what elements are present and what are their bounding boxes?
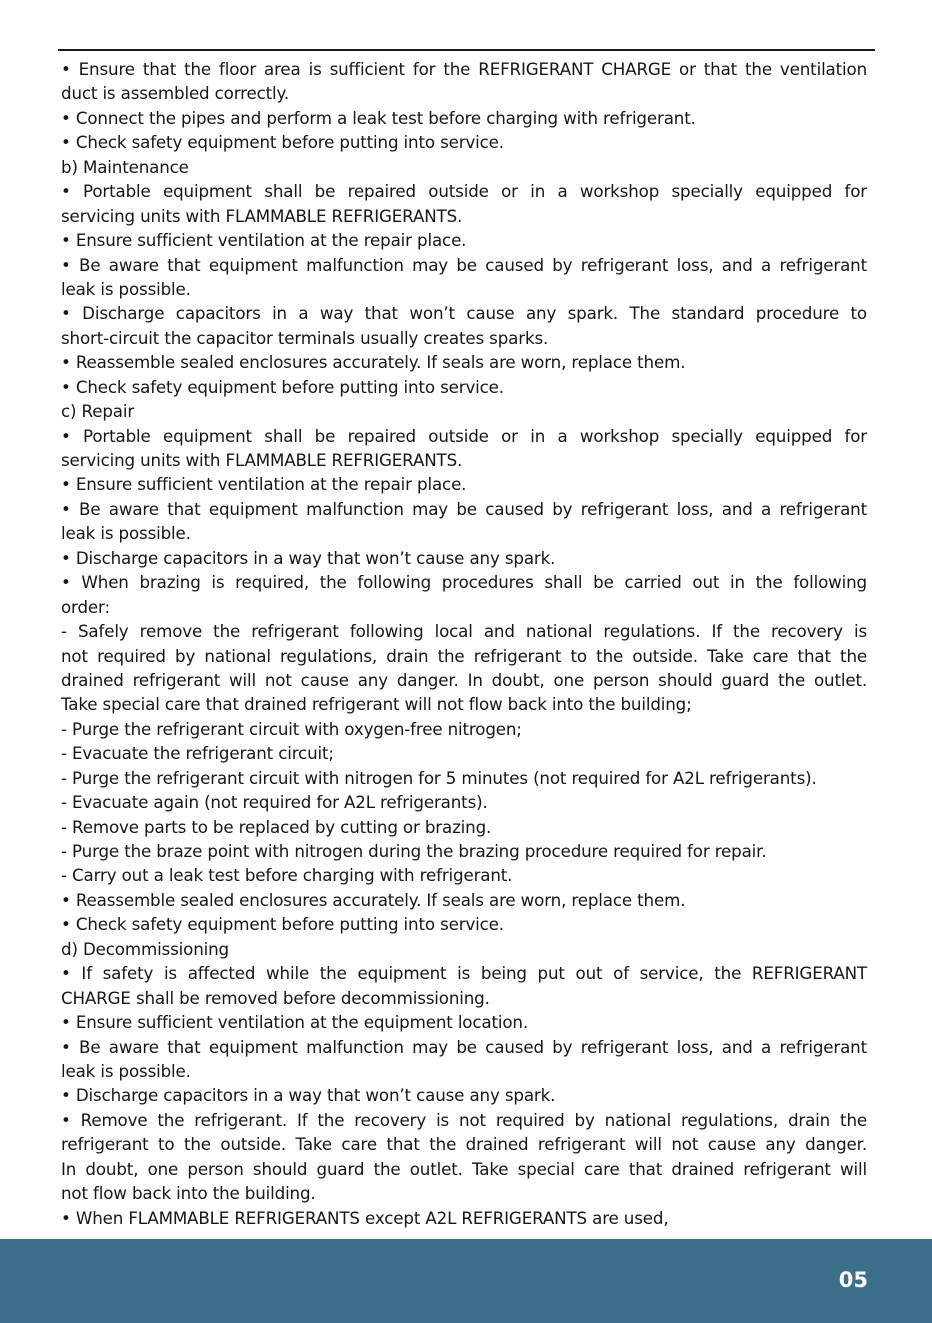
text-line: • Portable equipment shall be repaired outside or in a workshop specially equipped for: [61, 181, 867, 202]
text-line: - Purge the refrigerant circuit with oxygen-free nitrogen;: [61, 718, 522, 739]
text-line: • Discharge capacitors in a way that won’t cause any spark.: [61, 547, 556, 568]
text-line: order:: [61, 596, 110, 617]
text-line: servicing units with FLAMMABLE REFRIGERANTS.: [61, 450, 463, 470]
text-line: not flow back into the building.: [61, 1183, 316, 1204]
text-line: • Reassemble sealed enclosures accurately. If seals are worn, replace them.: [61, 352, 686, 373]
text-line: c) Repair: [61, 401, 135, 422]
text-line: • Discharge capacitors in a way that won’t cause any spark. The standard procedure to: [61, 303, 867, 324]
text-line: • Ensure sufficient ventilation at the repair place.: [61, 474, 467, 495]
text-line: Take special care that drained refrigerant will not flow back into the building;: [61, 694, 692, 715]
text-line: • Discharge capacitors in a way that won’t cause any spark.: [61, 1085, 556, 1106]
text-line: servicing units with FLAMMABLE REFRIGERANTS.: [61, 205, 463, 226]
text-line: - Purge the braze point with nitrogen during the brazing procedure required for repair.: [61, 841, 767, 861]
text-line: • If safety is affected while the equipment is being put out of service, the REFRIGERANT: [61, 963, 867, 984]
text-line: • Check safety equipment before putting into service.: [61, 132, 504, 153]
text-line: • Ensure that the floor area is sufficient for the REFRIGERANT CHARGE or that the ventilation: [61, 59, 867, 79]
page-footer: [0, 1239, 932, 1323]
text-line: short-circuit the capacitor terminals usually creates sparks.: [61, 327, 549, 348]
text-line: • Check safety equipment before putting into service.: [61, 914, 504, 935]
text-line: • When brazing is required, the following procedures shall be carried out in the following: [61, 572, 867, 593]
text-line: - Remove parts to be replaced by cutting or brazing.: [61, 816, 492, 837]
text-line: drained refrigerant will not cause any danger. In doubt, one person should guard the outlet.: [61, 669, 867, 690]
document-body: [61, 57, 867, 1230]
text-line: • Be aware that equipment malfunction may be caused by refrigerant loss, and a refrigerant: [61, 254, 867, 275]
text-line: • Check safety equipment before putting into service.: [61, 376, 504, 397]
text-line: • Reassemble sealed enclosures accurately. If seals are worn, replace them.: [61, 889, 686, 910]
text-line: - Safely remove the refrigerant following local and national regulations. If the recovery is: [61, 621, 867, 642]
text-line: - Purge the refrigerant circuit with nitrogen for 5 minutes (not required for A2L refrigerants).: [61, 767, 817, 788]
text-line: leak is possible.: [61, 523, 191, 544]
text-line: In doubt, one person should guard the outlet. Take special care that drained refrigerant will: [61, 1158, 867, 1179]
text-line: duct is assembled correctly.: [61, 83, 290, 104]
text-line: - Evacuate the refrigerant circuit;: [61, 743, 334, 764]
text-line: - Evacuate again (not required for A2L refrigerants).: [61, 792, 488, 813]
text-line: leak is possible.: [61, 278, 191, 299]
text-line: CHARGE shall be removed before decommissioning.: [61, 987, 490, 1008]
text-line: • Ensure sufficient ventilation at the repair place.: [61, 230, 467, 251]
text-line: • Ensure sufficient ventilation at the equipment location.: [61, 1012, 528, 1033]
text-line: • Be aware that equipment malfunction may be caused by refrigerant loss, and a refrigerant: [61, 498, 867, 519]
text-line: - Carry out a leak test before charging with refrigerant.: [61, 865, 513, 886]
text-line: • Connect the pipes and perform a leak test before charging with refrigerant.: [61, 107, 696, 128]
page-number: 05: [838, 1268, 868, 1292]
text-line: not required by national regulations, drain the refrigerant to the outside. Take care that the: [61, 645, 867, 666]
header-rule: [58, 49, 875, 51]
text-line: • Remove the refrigerant. If the recovery is not required by national regulations, drain the: [61, 1109, 867, 1130]
text-line: • When FLAMMABLE REFRIGERANTS except A2L REFRIGERANTS are used,: [61, 1207, 669, 1228]
text-line: d) Decommissioning: [61, 938, 229, 959]
text-line: refrigerant to the outside. Take care that the drained refrigerant will not cause any danger.: [61, 1134, 867, 1155]
text-line: • Portable equipment shall be repaired outside or in a workshop specially equipped for: [61, 425, 867, 446]
text-line: leak is possible.: [61, 1060, 191, 1081]
text-line: b) Maintenance: [61, 156, 189, 177]
text-line: • Be aware that equipment malfunction may be caused by refrigerant loss, and a refrigerant: [61, 1036, 867, 1057]
